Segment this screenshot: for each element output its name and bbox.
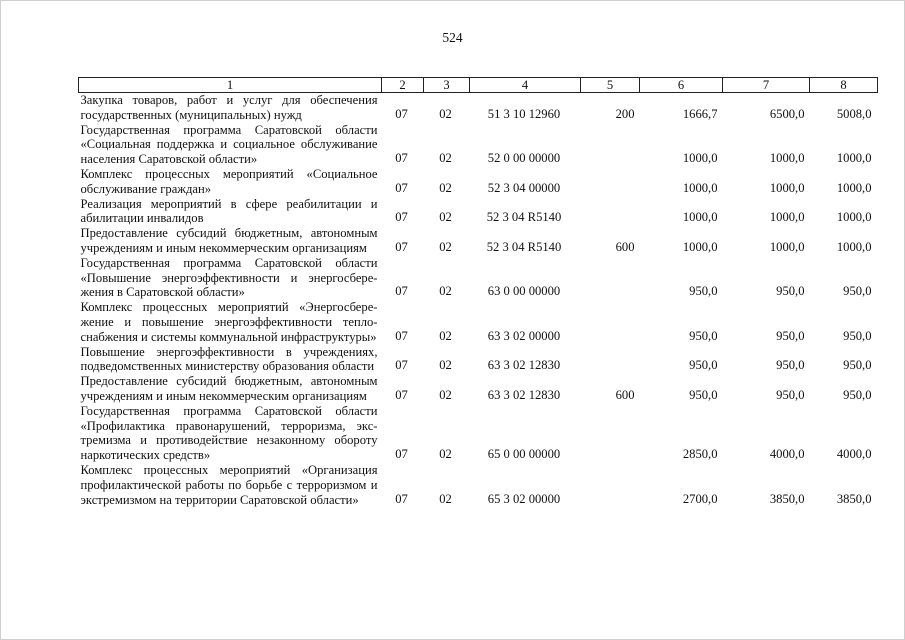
- row-target-article: 63 0 00 00000: [487, 284, 561, 299]
- row-target-article: 63 3 02 12830: [487, 387, 561, 402]
- row-section: 07: [395, 106, 408, 121]
- row-expense-type: 600: [615, 239, 635, 254]
- header-cell-1: 1: [79, 78, 382, 93]
- row-target-article: 52 0 00 00000: [487, 151, 561, 166]
- row-amount-3: 1000,0: [836, 151, 872, 166]
- row-name: Повышение энергоэффективности в учреждениях, подведомственных министерству образования области: [80, 344, 378, 374]
- row-subsection: 02: [439, 387, 452, 402]
- row-expense-type: 600: [615, 387, 635, 402]
- row-amount-3: 1000,0: [836, 210, 872, 225]
- row-amount-3: 950,0: [843, 328, 872, 343]
- row-subsection: 02: [439, 239, 452, 254]
- header-cell-2: 2: [382, 78, 424, 93]
- row-amount-2: 4000,0: [769, 447, 805, 462]
- row-name: Комплекс процессных мероприятий «Социальное обслуживание граждан»: [80, 166, 378, 196]
- row-amount-3: 5008,0: [836, 106, 872, 121]
- row-amount-2: 1000,0: [769, 210, 805, 225]
- row-amount-2: 950,0: [776, 387, 805, 402]
- row-section: 07: [395, 328, 408, 343]
- row-name: Предоставление субсидий бюджетным, автономным учреждениям и иным некоммерческим организациям: [80, 226, 378, 255]
- row-subsection: 02: [439, 180, 452, 195]
- row-subsection: 02: [439, 151, 452, 166]
- row-amount-1: 950,0: [689, 358, 718, 373]
- row-amount-2: 1000,0: [769, 239, 805, 254]
- row-amount-2: 950,0: [776, 358, 805, 373]
- row-expense-type: [581, 167, 640, 197]
- row-name: Предоставление субсидий бюджетным, автономным учреждениям и иным некоммерческим организациям: [80, 374, 378, 403]
- row-expense-type: [581, 404, 640, 463]
- row-amount-3: 1000,0: [836, 180, 872, 195]
- row-expense-type: [581, 300, 640, 344]
- row-amount-1: 2700,0: [682, 491, 718, 506]
- row-section: 07: [395, 284, 408, 299]
- row-name: Реализация мероприятий в сфере реабилитации и абилитации инвалидов: [80, 196, 378, 226]
- table-row: [79, 404, 878, 463]
- row-target-article: 51 3 10 12960: [487, 106, 561, 121]
- row-amount-2: 3850,0: [769, 491, 805, 506]
- row-section: 07: [395, 239, 408, 254]
- row-amount-1: 1666,7: [682, 106, 718, 121]
- table-row: [79, 197, 878, 227]
- row-subsection: 02: [439, 358, 452, 373]
- row-subsection: 02: [439, 106, 452, 121]
- row-amount-2: 950,0: [776, 284, 805, 299]
- row-name: Закупка товаров, работ и услуг для обеспечения государственных (муниципальных) нужд: [80, 93, 378, 122]
- header-cell-3: 3: [424, 78, 470, 93]
- row-name: Государственная программа Саратовской области «Социальная поддержка и социальное обслуживание населения Саратовской области»: [80, 122, 378, 167]
- row-target-article: 52 3 04 00000: [487, 180, 561, 195]
- row-subsection: 02: [439, 328, 452, 343]
- row-name: Государственная программа Саратовской области «Профилактика правонарушений, терроризма, экстремизма и противодействие незаконному обороту наркотических средств»: [80, 403, 378, 463]
- row-expense-type: [581, 197, 640, 227]
- row-section: 07: [395, 387, 408, 402]
- row-subsection: 02: [439, 447, 452, 462]
- row-target-article: 63 3 02 00000: [487, 328, 561, 343]
- row-name: Комплекс процессных мероприятий «Энергосбережение и повышение энергоэффективности теплоснабжения и системы коммунальной инфраструктуры»: [80, 300, 378, 344]
- row-section: 07: [395, 491, 408, 506]
- row-section: 07: [395, 358, 408, 373]
- header-cell-7: 7: [723, 78, 810, 93]
- row-name: Комплекс процессных мероприятий «Организация профилактической работы по борьбе с терроризмом и экстремизмом на территории Саратовской области»: [80, 462, 378, 507]
- row-amount-1: 1000,0: [682, 239, 718, 254]
- table-row: [79, 374, 878, 404]
- row-expense-type: [581, 256, 640, 300]
- row-amount-2: 1000,0: [769, 180, 805, 195]
- row-subsection: 02: [439, 284, 452, 299]
- table-row: [79, 345, 878, 375]
- row-amount-3: 950,0: [843, 358, 872, 373]
- table-row: [79, 463, 878, 507]
- row-amount-1: 950,0: [689, 284, 718, 299]
- row-amount-1: 1000,0: [682, 210, 718, 225]
- row-amount-2: 950,0: [776, 328, 805, 343]
- header-cell-8: 8: [810, 78, 878, 93]
- row-amount-1: 950,0: [689, 328, 718, 343]
- row-expense-type: [581, 345, 640, 375]
- table-body: [79, 93, 878, 508]
- row-section: 07: [395, 180, 408, 195]
- row-target-article: 63 3 02 12830: [487, 358, 561, 373]
- row-expense-type: 200: [615, 106, 635, 121]
- row-subsection: 02: [439, 491, 452, 506]
- row-amount-3: 950,0: [843, 387, 872, 402]
- row-subsection: 02: [439, 210, 452, 225]
- table-row: [79, 300, 878, 344]
- table-row: [79, 93, 878, 123]
- table-row: [79, 123, 878, 167]
- row-amount-1: 950,0: [689, 387, 718, 402]
- row-expense-type: [581, 123, 640, 167]
- row-amount-3: 1000,0: [836, 239, 872, 254]
- budget-table: [78, 77, 878, 507]
- row-amount-1: 1000,0: [682, 151, 718, 166]
- row-expense-type: [581, 463, 640, 507]
- header-row: [79, 78, 878, 93]
- row-amount-3: 3850,0: [836, 491, 872, 506]
- row-target-article: 65 3 02 00000: [487, 491, 561, 506]
- row-section: 07: [395, 151, 408, 166]
- row-amount-2: 1000,0: [769, 151, 805, 166]
- row-name: Государственная программа Саратовской области «Повышение энергоэффективности и энергосбережения в Саратовской области»: [80, 255, 378, 300]
- page-number: 524: [442, 30, 463, 45]
- row-amount-1: 1000,0: [682, 180, 718, 195]
- table-row: [79, 167, 878, 197]
- row-amount-1: 2850,0: [682, 447, 718, 462]
- row-amount-2: 6500,0: [769, 106, 805, 121]
- row-target-article: 52 3 04 R5140: [486, 239, 562, 254]
- row-amount-3: 950,0: [843, 284, 872, 299]
- table-row: [79, 226, 878, 256]
- row-target-article: 65 0 00 00000: [487, 447, 561, 462]
- row-section: 07: [395, 447, 408, 462]
- row-amount-3: 4000,0: [836, 447, 872, 462]
- header-cell-6: 6: [640, 78, 723, 93]
- row-target-article: 52 3 04 R5140: [486, 210, 562, 225]
- table-header: [79, 78, 878, 93]
- header-cell-4: 4: [470, 78, 581, 93]
- table-row: [79, 256, 878, 300]
- header-cell-5: 5: [581, 78, 640, 93]
- row-section: 07: [395, 210, 408, 225]
